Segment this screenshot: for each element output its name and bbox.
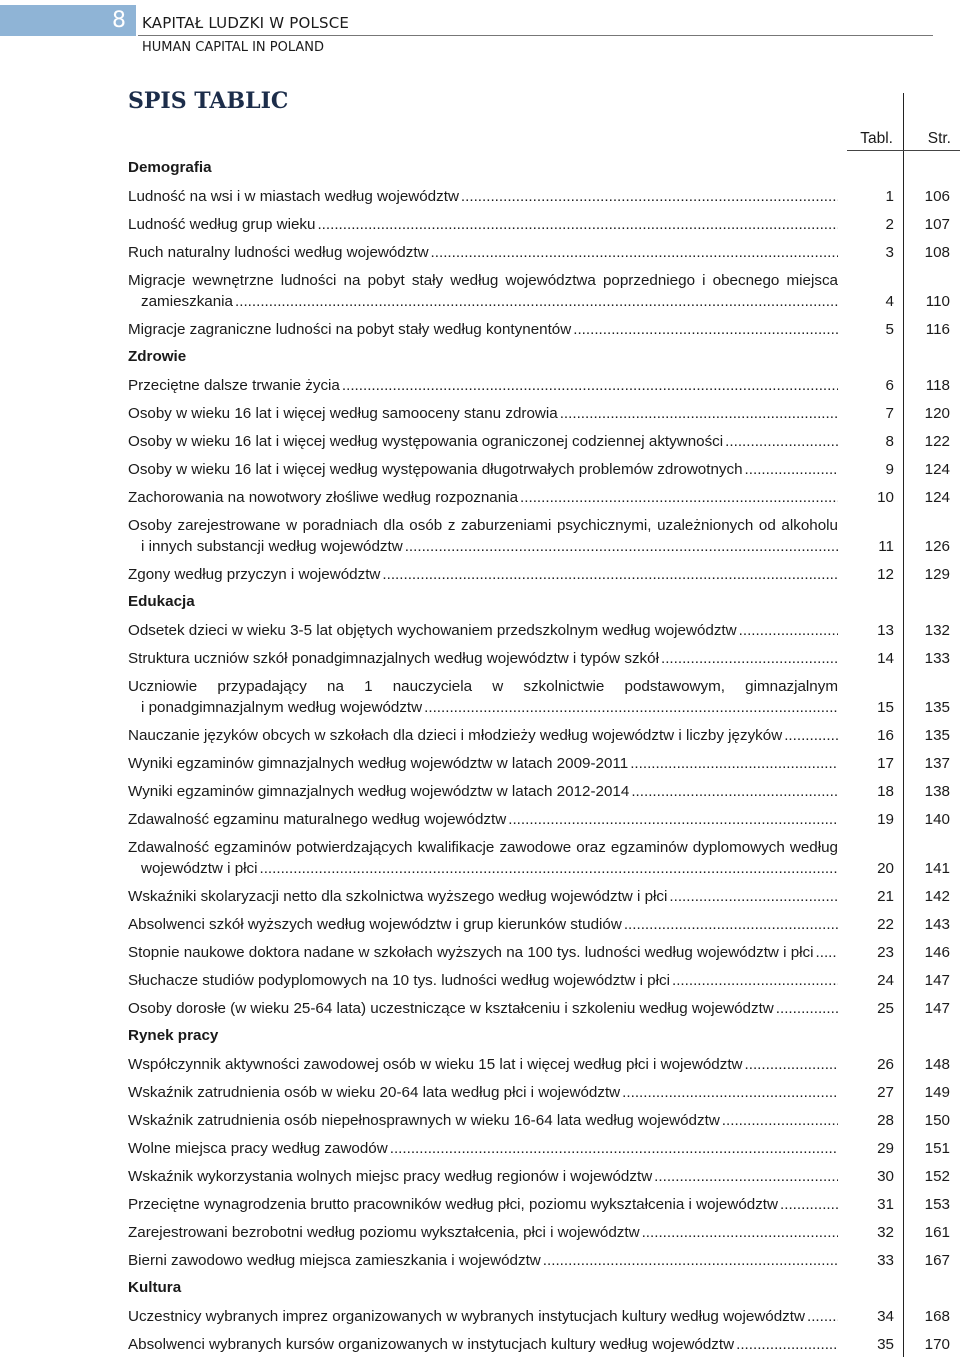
toc-entry-title	[128, 1138, 838, 1159]
toc-entry-title	[128, 242, 838, 263]
toc-entry-text: Stopnie naukowe doktora nadane w szkołach wyższych na 100 tys. ludności według województw i płci	[128, 943, 814, 961]
page-reference: 138	[924, 782, 950, 800]
leader-dots	[642, 1222, 838, 1243]
toc-entry-title	[128, 914, 838, 935]
toc-entry-title	[128, 403, 838, 424]
toc-entry-title	[128, 214, 838, 235]
toc-entry-text: Migracje zagraniczne ludności na pobyt stały według kontynentów	[128, 320, 572, 338]
page-reference: 153	[924, 1195, 950, 1213]
toc-entry-text: Współczynnik aktywności zawodowej osób w wieku 15 lat i więcej według płci i województw	[128, 1055, 743, 1073]
toc-entry[interactable]	[128, 560, 960, 588]
toc-entry-text: Słuchacze studiów podyplomowych na 10 tys. ludności według województw i płci	[128, 971, 670, 989]
leader-dots	[461, 186, 838, 207]
table-number: 3	[885, 243, 894, 261]
page-reference: 152	[924, 1167, 950, 1185]
page-reference: 135	[924, 698, 950, 716]
table-number: 9	[885, 460, 894, 478]
table-number: 8	[885, 432, 894, 450]
page-reference: 167	[924, 1251, 950, 1269]
table-number: 1	[885, 187, 894, 205]
toc-entry-text: województw i płci	[141, 859, 258, 877]
toc-entry-title	[128, 375, 838, 396]
toc-entry[interactable]	[128, 882, 960, 910]
page-reference: 133	[924, 649, 950, 667]
table-number: 7	[885, 404, 894, 422]
table-number: 31	[877, 1195, 894, 1213]
toc-entry-text: Ruch naturalny ludności według województw	[128, 243, 429, 261]
table-number: 34	[877, 1307, 894, 1325]
toc-entry-title	[128, 1334, 838, 1355]
page-reference: 132	[924, 621, 950, 639]
toc-entry[interactable]	[128, 182, 960, 210]
toc-entry[interactable]	[128, 399, 960, 427]
leader-dots	[807, 1306, 838, 1327]
section-heading: Rynek pracy	[128, 1027, 219, 1044]
toc-entry[interactable]	[128, 210, 960, 238]
toc-entry-text: Absolwenci wybranych kursów organizowanych w instytucjach kultury według województw	[128, 1335, 735, 1353]
toc-entry-title	[128, 1110, 838, 1131]
leader-dots	[661, 648, 838, 669]
toc-entry[interactable]	[128, 994, 960, 1022]
leader-dots	[776, 998, 838, 1019]
toc-entry-text: Wskaźnik zatrudnienia osób niepełnosprawnych w wieku 16-64 lata według województw	[128, 1111, 720, 1129]
page-reference: 116	[925, 320, 950, 338]
toc-entry-text: Ludność według grup wieku	[128, 215, 316, 233]
toc-entry-title	[128, 459, 838, 480]
toc-entry-title	[128, 725, 838, 746]
toc-entry-title	[128, 1306, 838, 1327]
page-reference: 106	[924, 187, 950, 205]
table-number: 13	[877, 621, 894, 639]
toc-entry-title	[128, 431, 838, 452]
toc-entry[interactable]	[128, 1162, 960, 1190]
toc-entry-title	[128, 837, 838, 879]
toc-entry[interactable]	[128, 910, 960, 938]
toc-entry[interactable]	[128, 616, 960, 644]
table-number: 6	[885, 376, 894, 394]
table-number: 11	[878, 537, 894, 555]
table-number: 10	[877, 488, 894, 506]
toc-entry-title	[128, 564, 838, 585]
toc-entry[interactable]	[128, 483, 960, 511]
page-number-tab	[0, 5, 136, 36]
page-reference: 151	[924, 1139, 950, 1157]
page-reference: 120	[924, 404, 950, 422]
table-number: 20	[877, 859, 894, 877]
table-number: 15	[877, 698, 894, 716]
leader-dots	[390, 1138, 838, 1159]
leader-dots	[424, 697, 838, 718]
table-number: 12	[877, 565, 894, 583]
table-number: 26	[877, 1055, 894, 1073]
table-number: 19	[877, 810, 894, 828]
toc-entry[interactable]	[128, 1330, 960, 1358]
header-rule	[138, 35, 933, 36]
table-number: 32	[877, 1223, 894, 1241]
toc-entry[interactable]	[128, 833, 960, 882]
leader-dots	[342, 375, 838, 396]
page-reference: 118	[925, 376, 950, 394]
toc-entry-title	[128, 487, 838, 508]
leader-dots	[745, 1054, 838, 1075]
page-reference: 110	[925, 292, 950, 310]
toc-entry-text: Ludność na wsi i w miastach według województw	[128, 187, 459, 205]
page-reference: 149	[924, 1083, 950, 1101]
toc-entry-text: Osoby zarejestrowane w poradniach dla osób z zaburzeniami psychicznymi, uzależnionych od alkoholu	[128, 516, 838, 534]
leader-dots	[725, 431, 838, 452]
toc-entry-text: Osoby dorosłe (w wieku 25-64 lata) uczestniczące w kształceniu i szkoleniu według województw	[128, 999, 774, 1017]
toc-entry-text: Wyniki egzaminów gimnazjalnych według województw w latach 2012-2014	[128, 782, 630, 800]
toc-entry-text: Przeciętne wynagrodzenia brutto pracowników według płci, poziomu wykształcenia i województw	[128, 1195, 778, 1213]
leader-dots	[259, 858, 838, 879]
toc-entry[interactable]	[128, 777, 960, 805]
table-number: 4	[885, 292, 894, 310]
page-reference: 107	[924, 215, 950, 233]
leader-dots	[669, 886, 838, 907]
toc-entry-text: Wskaźnik zatrudnienia osób w wieku 20-64 lata według płci i województw	[128, 1083, 621, 1101]
table-number: 33	[877, 1251, 894, 1269]
toc-entry-title	[128, 648, 838, 669]
toc-entry-title	[128, 270, 838, 312]
table-number: 30	[877, 1167, 894, 1185]
toc-entry-text: Osoby w wieku 16 lat i więcej według występowania ograniczonej codziennej aktywności	[128, 432, 724, 450]
leader-dots	[736, 1334, 838, 1355]
page-number: 8	[112, 8, 126, 33]
toc-entry-title	[128, 620, 838, 641]
toc-entry-text: Wskaźnik wykorzystania wolnych miejsc pracy według regionów i województw	[128, 1167, 653, 1185]
toc-entry-text: Absolwenci szkół wyższych według województw i grup kierunków studiów	[128, 915, 622, 933]
toc-entry-text: Wolne miejsca pracy według zawodów	[128, 1139, 388, 1157]
page-reference: 142	[924, 887, 950, 905]
table-number: 5	[885, 320, 894, 338]
page-reference: 148	[924, 1055, 950, 1073]
running-header-pl: KAPITAŁ LUDZKI W POLSCE	[142, 14, 350, 32]
toc-entry-title	[128, 319, 838, 340]
page-reference: 170	[924, 1335, 950, 1353]
table-number: 27	[877, 1083, 894, 1101]
table-number: 23	[877, 943, 894, 961]
toc-entry[interactable]	[128, 1050, 960, 1078]
page-reference: 122	[924, 432, 950, 450]
page-reference: 141	[924, 859, 950, 877]
toc-entry-text: Uczestnicy wybranych imprez organizowanych w wybranych instytucjach kultury według województw	[128, 1307, 805, 1325]
toc-entry-text: Zachorowania na nowotwory złośliwe według rozpoznania	[128, 488, 519, 506]
toc-entry-text: Wyniki egzaminów gimnazjalnych według województw w latach 2009-2011	[128, 754, 629, 772]
toc-entry[interactable]	[128, 938, 960, 966]
leader-dots	[543, 1250, 838, 1271]
table-number: 16	[877, 726, 894, 744]
leader-dots	[816, 942, 839, 963]
toc-entry-title	[128, 1054, 838, 1075]
leader-dots	[654, 1166, 838, 1187]
section-heading: Kultura	[128, 1279, 182, 1296]
toc-entry-text: Struktura uczniów szkół ponadgimnazjalnych według województw i typów szkół	[128, 649, 659, 667]
leader-dots	[573, 319, 838, 340]
leader-dots	[382, 564, 838, 585]
toc-entry-text: Osoby w wieku 16 lat i więcej według samooceny stanu zdrowia	[128, 404, 558, 422]
toc-entry-title	[128, 1250, 838, 1271]
toc-entry[interactable]	[128, 455, 960, 483]
leader-dots	[780, 1194, 838, 1215]
section-heading: Edukacja	[128, 593, 195, 610]
section-heading: Demografia	[128, 159, 212, 176]
page-reference: 124	[924, 460, 950, 478]
toc-entry[interactable]	[128, 805, 960, 833]
toc-entry-text: Odsetek dzieci w wieku 3-5 lat objętych wychowaniem przedszkolnym według województw	[128, 621, 737, 639]
toc-entry-text: Zgony według przyczyn i województw	[128, 565, 381, 583]
leader-dots	[722, 1110, 838, 1131]
toc-entry[interactable]	[128, 1106, 960, 1134]
page-reference: 168	[924, 1307, 950, 1325]
leader-dots	[235, 291, 838, 312]
toc-entry-text: Zarejestrowani bezrobotni według poziomu wykształcenia, płci i województw	[128, 1223, 640, 1241]
leader-dots	[520, 487, 838, 508]
toc-entry-title	[128, 1166, 838, 1187]
toc-entry-title	[128, 886, 838, 907]
toc-entry-text: i ponadgimnazjalnym według województw	[141, 698, 423, 716]
leader-dots	[745, 459, 838, 480]
toc-entry[interactable]	[128, 1190, 960, 1218]
toc-entry-title	[128, 970, 838, 991]
toc-entry-text: Uczniowie przypadający na 1 nauczyciela w szkolnictwie podstawowym, gimnazjalnym	[128, 677, 838, 695]
toc-entry[interactable]	[128, 1218, 960, 1246]
toc-entry[interactable]	[128, 1134, 960, 1162]
table-number: 21	[877, 887, 894, 905]
leader-dots	[672, 970, 838, 991]
column-header-tabl: Tabl.	[860, 130, 893, 147]
page-reference: 137	[924, 754, 950, 772]
leader-dots	[560, 403, 838, 424]
toc-entry-text: Przeciętne dalsze trwanie życia	[128, 376, 340, 394]
page-reference: 147	[924, 999, 950, 1017]
leader-dots	[631, 781, 838, 802]
toc-entry-text: Nauczanie języków obcych w szkołach dla dzieci i młodzieży według województw i liczby języków	[128, 726, 783, 744]
page-reference: 129	[924, 565, 950, 583]
toc-entry-text: Osoby w wieku 16 lat i więcej według występowania długotrwałych problemów zdrowotnych	[128, 460, 743, 478]
toc-entry[interactable]	[128, 749, 960, 777]
page-reference: 108	[924, 243, 950, 261]
toc-entry[interactable]	[128, 966, 960, 994]
toc-entry[interactable]	[128, 315, 960, 343]
toc-entry-title	[128, 515, 838, 557]
table-number: 25	[877, 999, 894, 1017]
leader-dots	[630, 753, 838, 774]
toc-entry-title	[128, 942, 838, 963]
toc-entry-text: Wskaźniki skolaryzacji netto dla szkolnictwa wyższego według województw i płci	[128, 887, 668, 905]
toc-entry-title	[128, 809, 838, 830]
toc-entry-text: Migracje wewnętrzne ludności na pobyt stały według województwa poprzedniego i obecnego miejsca	[128, 271, 838, 289]
column-header-str: Str.	[927, 130, 951, 147]
toc-entry[interactable]	[128, 371, 960, 399]
toc-entry-text: Zdawalność egzaminów potwierdzających kwalifikacje zawodowe oraz egzaminów dyplomowych według	[128, 838, 838, 856]
toc-entry[interactable]	[128, 1078, 960, 1106]
toc-entry-title	[128, 676, 838, 718]
leader-dots	[622, 1082, 838, 1103]
page-reference: 150	[924, 1111, 950, 1129]
table-number: 28	[877, 1111, 894, 1129]
toc-entry-text: Bierni zawodowo według miejsca zamieszkania i województw	[128, 1251, 541, 1269]
toc-entry-title	[128, 781, 838, 802]
table-number: 24	[877, 971, 894, 989]
page-reference: 140	[924, 810, 950, 828]
toc-entry[interactable]	[128, 1246, 960, 1274]
page-reference: 161	[924, 1223, 950, 1241]
table-number: 17	[877, 754, 894, 772]
leader-dots	[508, 809, 838, 830]
table-number: 22	[877, 915, 894, 933]
leader-dots	[784, 725, 838, 746]
table-of-contents	[0, 154, 960, 1358]
page-title: SPIS TABLIC	[128, 88, 289, 114]
toc-entry-title	[128, 998, 838, 1019]
page-reference: 147	[924, 971, 950, 989]
page-reference: 126	[924, 537, 950, 555]
toc-entry-text: Zdawalność egzaminu maturalnego według województw	[128, 810, 507, 828]
table-number: 35	[877, 1335, 894, 1353]
toc-entry[interactable]	[128, 266, 960, 315]
leader-dots	[431, 242, 838, 263]
column-header-rule	[847, 150, 960, 151]
toc-entry[interactable]	[128, 721, 960, 749]
toc-entry-title	[128, 186, 838, 207]
running-header-en: HUMAN CAPITAL IN POLAND	[142, 40, 325, 55]
toc-entry-text: zamieszkania	[141, 292, 234, 310]
table-number: 14	[877, 649, 894, 667]
toc-entry-text: i innych substancji według województw	[141, 537, 403, 555]
page-reference: 124	[924, 488, 950, 506]
leader-dots	[317, 214, 838, 235]
toc-entry[interactable]	[128, 427, 960, 455]
leader-dots	[405, 536, 838, 557]
toc-entry[interactable]	[128, 511, 960, 560]
table-number: 18	[877, 782, 894, 800]
leader-dots	[624, 914, 838, 935]
page-reference: 135	[924, 726, 950, 744]
toc-entry-title	[128, 1082, 838, 1103]
toc-entry-title	[128, 1222, 838, 1243]
toc-entry-title	[128, 1194, 838, 1215]
table-number: 29	[877, 1139, 894, 1157]
table-number: 2	[885, 215, 894, 233]
page-reference: 143	[924, 915, 950, 933]
toc-entry[interactable]	[128, 672, 960, 721]
leader-dots	[739, 620, 838, 641]
section-heading: Zdrowie	[128, 348, 187, 365]
page-reference: 146	[924, 943, 950, 961]
toc-entry[interactable]	[128, 1302, 960, 1330]
toc-entry[interactable]	[128, 644, 960, 672]
toc-entry[interactable]	[128, 238, 960, 266]
toc-entry-title	[128, 753, 838, 774]
